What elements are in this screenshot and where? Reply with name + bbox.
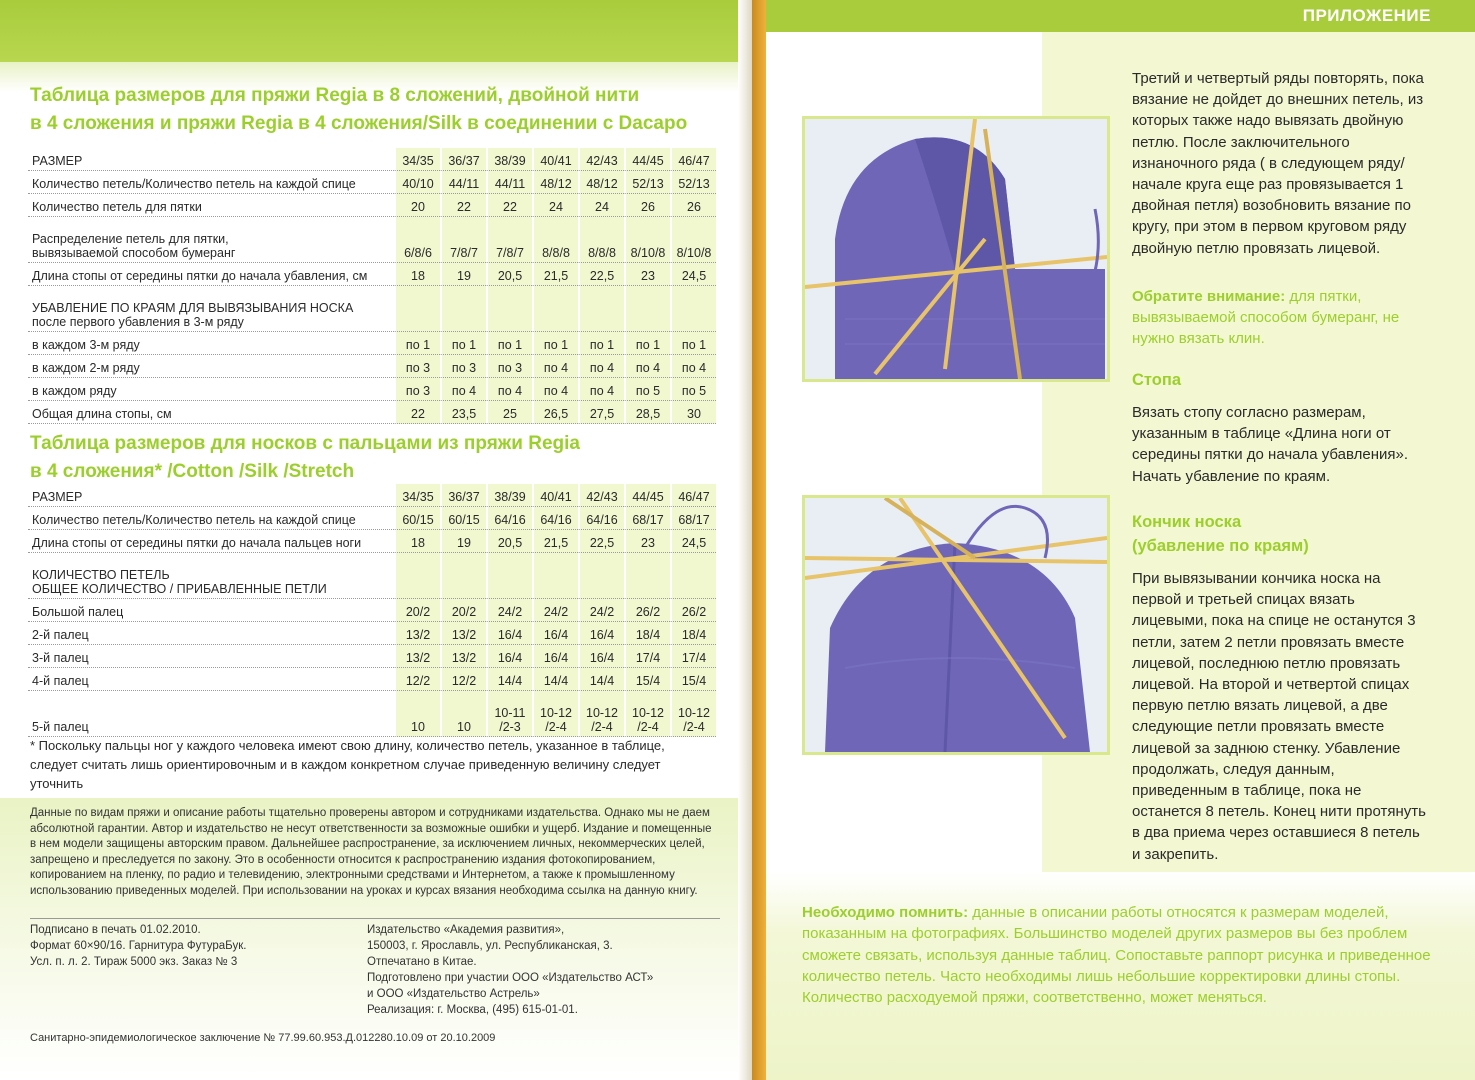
size-value-cell: 13/2	[394, 622, 440, 645]
size-value-cell	[670, 286, 716, 332]
toe-heading: Кончик носка (убавление по краям)	[1132, 513, 1309, 555]
size-value-cell	[440, 553, 486, 599]
size-value-cell: 68/17	[624, 507, 670, 530]
size-value-cell: 44/45	[624, 484, 670, 507]
size-value-cell: 13/2	[440, 622, 486, 645]
table-row	[28, 217, 716, 263]
size-value-cell: 10	[394, 691, 440, 737]
size-value-cell: 13/2	[440, 645, 486, 668]
size-value-cell: по 5	[670, 378, 716, 401]
size-value-cell: 24	[578, 194, 624, 217]
toe-paragraph: При вывязывании кончика носка на первой и третьей спицах вязать лицевыми, пока на спице не останутся 3 петли, затем 2 петли провязать вместе лицевой, последнюю петлю провязать лицевой. На второй и четвертой спицах первую петлю вязать лицевой, а две следующие петли провязать вместе лицевой за заднюю стенку. Убавление продолжать, следуя данным, приведенным в таблице, пока не останется 8 петель. Конец нити протянуть в два приема через оставшиеся 8 петель и закрепить.	[1132, 570, 1426, 863]
size-value-cell: 34/35	[394, 148, 440, 171]
imprint-print-details: Подписано в печать 01.02.2010. Формат 60×90/16. Гарнитура ФутураБук. Усл. п. л. 2. Тираж 5000 экз. Заказ № 3	[30, 924, 247, 968]
remember-note: Необходимо помнить: данные в описании работы относятся к размерам моделей, показанным на фотографиях. Большинство моделей других размеров вы без проблем сможете связать, используя данные таблиц. Сопоставьте раппорт рисунка и приведенное количество петель. Часто необходимы лишь небольшие корректировки длины стопы. Количество расходуемой пряжи, соответственно, может меняться.	[802, 904, 1431, 1007]
size-value-cell: по 3	[394, 355, 440, 378]
size-value-cell	[486, 286, 532, 332]
table-row	[28, 286, 716, 332]
size-value-cell: 36/37	[440, 484, 486, 507]
toe-illustration	[805, 498, 1107, 752]
table-footnote: * Поскольку пальцы ног у каждого человека имеют свою длину, количество петель, указанное в таблице, следует считать лишь ориентировочным и в каждом конкретном случае приведенную величину следует уточнить	[30, 738, 665, 791]
row-label: 2-й палец	[28, 622, 394, 645]
left-top-band	[0, 0, 752, 62]
size-value-cell: 24	[532, 194, 578, 217]
size-value-cell: 23	[624, 530, 670, 553]
size-value-cell: 14/4	[578, 668, 624, 691]
size-value-cell: 17/4	[670, 645, 716, 668]
table-row	[28, 553, 716, 599]
size-value-cell: 34/35	[394, 484, 440, 507]
row-label: Длина стопы от середины пятки до начала убавления, см	[28, 263, 394, 286]
size-value-cell: по 4	[486, 378, 532, 401]
size-value-cell	[578, 286, 624, 332]
row-label: Количество петель для пятки	[28, 194, 394, 217]
section-label: ПРИЛОЖЕНИЕ	[1302, 6, 1431, 25]
size-value-cell: 26/2	[624, 599, 670, 622]
size-value-cell: 42/43	[578, 148, 624, 171]
size-value-cell: 22	[440, 194, 486, 217]
size-value-cell: по 1	[394, 332, 440, 355]
size-value-cell: 26	[670, 194, 716, 217]
size-value-cell: 17/4	[624, 645, 670, 668]
size-value-cell: 8/10/8	[624, 217, 670, 263]
size-value-cell	[532, 553, 578, 599]
size-value-cell: 20,5	[486, 263, 532, 286]
size-value-cell: 10-12 /2-4	[532, 691, 578, 737]
size-value-cell	[624, 286, 670, 332]
table-row	[28, 645, 716, 668]
size-value-cell: 12/2	[440, 668, 486, 691]
size-value-cell: 18	[394, 530, 440, 553]
size-value-cell: по 4	[532, 378, 578, 401]
size-value-cell: 10-12 /2-4	[670, 691, 716, 737]
table-row	[28, 263, 716, 286]
size-value-cell: 64/16	[578, 507, 624, 530]
size-value-cell: по 1	[670, 332, 716, 355]
size-value-cell: 22,5	[578, 263, 624, 286]
size-value-cell: 42/43	[578, 484, 624, 507]
size-value-cell: 23	[624, 263, 670, 286]
table-row	[28, 332, 716, 355]
row-label: Количество петель/Количество петель на каждой спице	[28, 507, 394, 530]
size-value-cell: 18/4	[670, 622, 716, 645]
size-value-cell: 52/13	[624, 171, 670, 194]
size-value-cell	[670, 553, 716, 599]
table-row	[28, 401, 716, 424]
size-value-cell: 19	[440, 263, 486, 286]
size-value-cell: 52/13	[670, 171, 716, 194]
size-value-cell: по 1	[486, 332, 532, 355]
size-value-cell: 26,5	[532, 401, 578, 424]
size-value-cell: 16/4	[486, 622, 532, 645]
table1-title: Таблица размеров для пряжи Regia в 8 сложений, двойной нити в 4 сложения и пряжи Regia в 4 сложения/Silk в соединении с Dacapo	[30, 85, 688, 134]
size-value-cell: 40/41	[532, 148, 578, 171]
size-value-cell: 44/45	[624, 148, 670, 171]
size-value-cell: 40/10	[394, 171, 440, 194]
table-row	[28, 355, 716, 378]
foot-paragraph: Вязать стопу согласно размерам, указанным в таблице «Длина ноги от середины пятки до начала убавления». Начать убавление по краям.	[1132, 404, 1409, 485]
size-value-cell: 23,5	[440, 401, 486, 424]
size-value-cell: 8/8/8	[578, 217, 624, 263]
size-value-cell: по 1	[440, 332, 486, 355]
table-row	[28, 622, 716, 645]
size-value-cell: 26	[624, 194, 670, 217]
size-value-cell: 16/4	[532, 645, 578, 668]
table-row	[28, 507, 716, 530]
row-label: РАЗМЕР	[28, 148, 394, 171]
size-value-cell: 20	[394, 194, 440, 217]
row-label: Распределение петель для пятки, вывязываемой способом бумеранг	[28, 217, 394, 263]
row-label: Общая длина стопы, см	[28, 401, 394, 424]
size-value-cell: 68/17	[670, 507, 716, 530]
size-value-cell: 10-12 /2-4	[578, 691, 624, 737]
intro-paragraph: Третий и четвертый ряды повторять, пока вязание не дойдет до внешних петель, из которых также надо вывязать двойную петлю. После заключительного изнаночного ряда ( в следующем ряду/ начале круга еще раз провязывается 1 двойная петля) возобновить вязание по кругу, при этом в первом круговом ряду двойную петлю провязать лицевой.	[1132, 70, 1424, 257]
foot-heading: Стопа	[1132, 371, 1182, 389]
size-value-cell: 24/2	[578, 599, 624, 622]
size-value-cell: 16/4	[532, 622, 578, 645]
size-value-cell	[440, 286, 486, 332]
size-value-cell: 12/2	[394, 668, 440, 691]
table2-title: Таблица размеров для носков с пальцами из пряжи Regia в 4 сложения* /Cotton /Silk /Stretch	[30, 433, 580, 482]
size-value-cell	[578, 553, 624, 599]
size-value-cell: 24/2	[532, 599, 578, 622]
size-value-cell: 20/2	[440, 599, 486, 622]
size-value-cell: 27,5	[578, 401, 624, 424]
size-value-cell: 46/47	[670, 484, 716, 507]
size-value-cell	[394, 553, 440, 599]
heel-illustration	[805, 119, 1107, 379]
size-value-cell: 21,5	[532, 263, 578, 286]
size-value-cell: по 4	[532, 355, 578, 378]
row-label: в каждом ряду	[28, 378, 394, 401]
row-label: 5-й палец	[28, 691, 394, 737]
size-value-cell: 14/4	[486, 668, 532, 691]
size-value-cell: по 3	[486, 355, 532, 378]
size-value-cell: 16/4	[578, 622, 624, 645]
orange-edge-strip	[752, 0, 766, 1080]
row-label: РАЗМЕР	[28, 484, 394, 507]
size-value-cell: 18	[394, 263, 440, 286]
size-value-cell: 20/2	[394, 599, 440, 622]
size-value-cell: 22,5	[578, 530, 624, 553]
size-value-cell: 46/47	[670, 148, 716, 171]
row-label: в каждом 2-м ряду	[28, 355, 394, 378]
size-value-cell: по 5	[624, 378, 670, 401]
size-value-cell: по 4	[624, 355, 670, 378]
right-page	[766, 0, 1475, 1080]
size-value-cell: 60/15	[394, 507, 440, 530]
size-value-cell: 16/4	[486, 645, 532, 668]
row-label: УБАВЛЕНИЕ ПО КРАЯМ ДЛЯ ВЫВЯЗЫВАНИЯ НОСКА после первого убавления в 3-м ряду	[28, 286, 394, 332]
size-value-cell: 24,5	[670, 263, 716, 286]
row-label: Количество петель/Количество петель на каждой спице	[28, 171, 394, 194]
size-value-cell: 14/4	[532, 668, 578, 691]
size-value-cell	[486, 553, 532, 599]
size-value-cell: 15/4	[624, 668, 670, 691]
size-value-cell: 30	[670, 401, 716, 424]
row-label: КОЛИЧЕСТВО ПЕТЕЛЬ ОБЩЕЕ КОЛИЧЕСТВО / ПРИБАВЛЕННЫЕ ПЕТЛИ	[28, 553, 394, 599]
table-row	[28, 599, 716, 622]
size-value-cell: 25	[486, 401, 532, 424]
size-value-cell: 6/8/6	[394, 217, 440, 263]
size-value-cell: по 1	[624, 332, 670, 355]
size-value-cell: 38/39	[486, 484, 532, 507]
row-label: Большой палец	[28, 599, 394, 622]
toe-knitting-photo	[802, 495, 1110, 755]
size-value-cell: 10	[440, 691, 486, 737]
size-value-cell: 64/16	[532, 507, 578, 530]
size-value-cell: 22	[394, 401, 440, 424]
size-value-cell: 36/37	[440, 148, 486, 171]
size-value-cell	[394, 286, 440, 332]
size-value-cell: 7/8/7	[486, 217, 532, 263]
row-label: 3-й палец	[28, 645, 394, 668]
attention-note: Обратите внимание: для пятки, вывязываемой способом бумеранг, не нужно вязать клин.	[1132, 288, 1400, 348]
size-value-cell	[532, 286, 578, 332]
size-value-cell: 64/16	[486, 507, 532, 530]
table-row	[28, 194, 716, 217]
table-row	[28, 691, 716, 737]
size-value-cell: 15/4	[670, 668, 716, 691]
size-value-cell: 44/11	[440, 171, 486, 194]
size-value-cell: 18/4	[624, 622, 670, 645]
imprint-publisher: Издательство «Академия развития», 150003, г. Ярославль, ул. Республиканская, 3. Отпечатано в Китае. Подготовлено при участии ООО «Издательство АСТ» и ООО «Издательство Астрель» Реализация: г. Москва, (495) 615-01-01.	[367, 924, 654, 1016]
size-value-cell: 19	[440, 530, 486, 553]
size-value-cell: 10-12 /2-4	[624, 691, 670, 737]
size-value-cell: 26/2	[670, 599, 716, 622]
table-row	[28, 668, 716, 691]
size-value-cell: 48/12	[532, 171, 578, 194]
size-value-cell: 38/39	[486, 148, 532, 171]
size-value-cell: 22	[486, 194, 532, 217]
size-value-cell: 24/2	[486, 599, 532, 622]
size-value-cell: по 1	[578, 332, 624, 355]
size-value-cell: 20,5	[486, 530, 532, 553]
size-table-regia-8ply	[28, 148, 716, 424]
size-value-cell: 28,5	[624, 401, 670, 424]
size-value-cell: по 4	[578, 378, 624, 401]
table-row	[28, 378, 716, 401]
size-value-cell: 10-11 /2-3	[486, 691, 532, 737]
size-value-cell: по 4	[440, 378, 486, 401]
row-label: 4-й палец	[28, 668, 394, 691]
size-value-cell: 48/12	[578, 171, 624, 194]
size-value-cell	[624, 553, 670, 599]
size-value-cell: 13/2	[394, 645, 440, 668]
table-row	[28, 171, 716, 194]
size-value-cell: 60/15	[440, 507, 486, 530]
heel-knitting-photo	[802, 116, 1110, 382]
table-row	[28, 484, 716, 507]
sanitary-certificate: Санитарно-эпидемиологическое заключение № 77.99.60.953.Д.012280.10.09 от 20.10.2009	[30, 1032, 496, 1044]
row-label: Длина стопы от середины пятки до начала пальцев ноги	[28, 530, 394, 553]
size-value-cell: 8/8/8	[532, 217, 578, 263]
size-value-cell: 8/10/8	[670, 217, 716, 263]
imprint-divider	[30, 918, 720, 919]
size-value-cell: по 3	[440, 355, 486, 378]
size-value-cell: 44/11	[486, 171, 532, 194]
size-value-cell: по 3	[394, 378, 440, 401]
size-value-cell: 24,5	[670, 530, 716, 553]
table-row	[28, 148, 716, 171]
size-value-cell: по 4	[578, 355, 624, 378]
size-table-toe-socks	[28, 484, 716, 737]
size-value-cell: 7/8/7	[440, 217, 486, 263]
table-row	[28, 530, 716, 553]
size-value-cell: 21,5	[532, 530, 578, 553]
size-value-cell: по 4	[670, 355, 716, 378]
size-value-cell: по 1	[532, 332, 578, 355]
row-label: в каждом 3-м ряду	[28, 332, 394, 355]
legal-disclaimer: Данные по видам пряжи и описание работы тщательно проверены автором и сотрудниками издательства. Однако мы не даем абсолютной гарантии. Автор и издательство не несут ответственности за возможные ошибки и ущерб. Издание и помещенные в нем модели защищены авторским правом. Дальнейшее распространение, за исключением личных, некоммерческих целей, запрещено и преследуется по закону. Это в особенности относится к распространению издания фотокопированием, копированием на пленку, по радио и телевидению, электронными средствами и Интернетом, а также к промышленному использованию приведенных моделей. При использовании на уроках и курсах вязания необходима ссылка на данную книгу.	[30, 807, 712, 897]
size-value-cell: 40/41	[532, 484, 578, 507]
size-value-cell: 16/4	[578, 645, 624, 668]
